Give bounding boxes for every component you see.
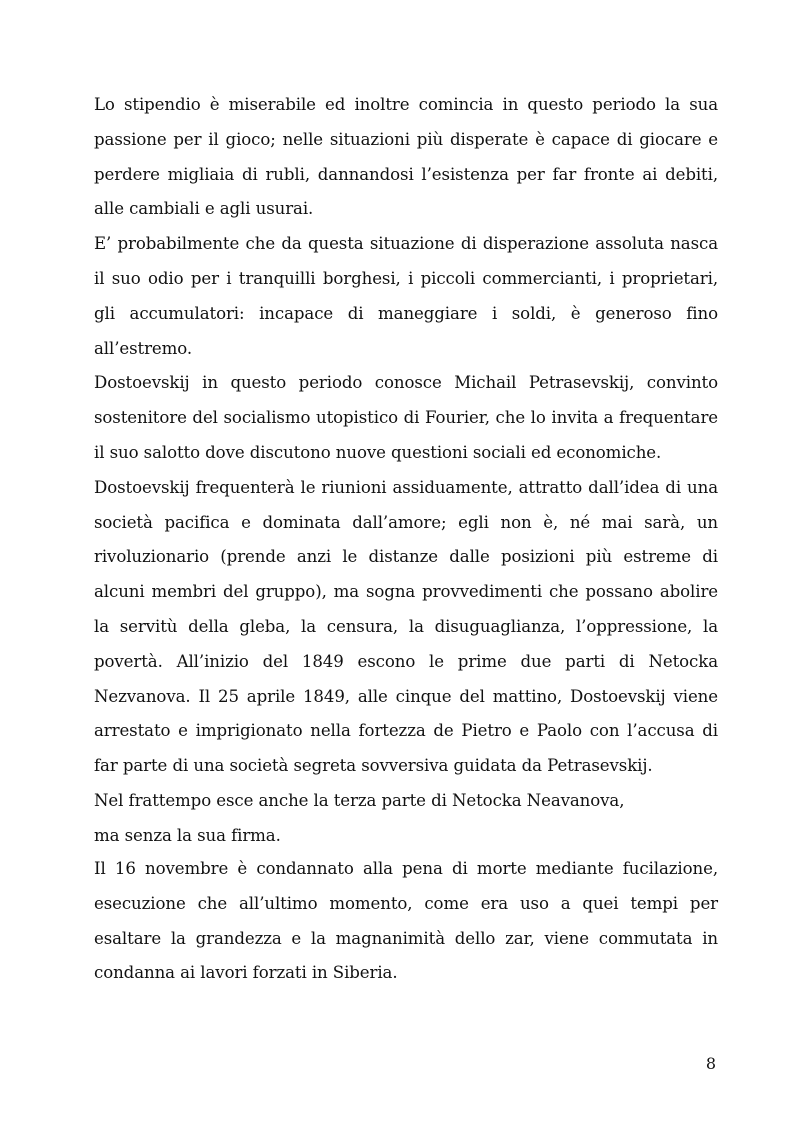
body-text-block (94, 88, 718, 854)
paragraph-death-sentence: Il 16 novembre è condannato alla pena di morte mediante fucilazione, esecuzione che all’ultimo momento, come era uso a quei tempi per esaltare la grandezza e la magnanimità dello zar, viene commutata in condanna ai lavori forzati in Siberia. (94, 859, 718, 983)
line-without-signature: ma senza la sua firma. (94, 825, 281, 845)
paragraph-salary-gambling: Lo stipendio è miserabile ed inoltre comincia in questo periodo la sua passione per il gioco; nelle situazioni più disperate è capace di giocare e perdere migliaia di rubli, dannandosi l’esistenza per far fronte ai debiti, alle cambiali e agli usurai. (94, 95, 718, 219)
line-netocka-third-part: Nel frattempo esce anche la terza parte di Netocka Neavanova, (94, 790, 625, 810)
body-text-block-2 (94, 852, 718, 991)
page-number: 8 (705, 1054, 716, 1073)
paragraph-petrasevskij: Dostoevskij in questo periodo conosce Michail Petrasevskij, convinto sostenitore del socialismo utopistico di Fourier, che lo invita a frequentare il suo salotto dove discutono nuove questioni sociali ed economiche. (94, 373, 718, 462)
paragraph-arrest: Dostoevskij frequenterà le riunioni assiduamente, attratto dall’idea di una società pacifica e dominata dall’amore; egli non è, né mai sarà, un rivoluzionario (prende anzi le distanze dalle posizioni più estreme di alcuni membri del gruppo), ma sogna provvedimenti che possano abolire la servitù della gleba, la censura, la disuguaglianza, l’oppressione, la povertà. All’inizio del 1849 escono le prime due parti di Netocka Nezvanova. Il 25 aprile 1849, alle cinque del mattino, Dostoevskij viene arrestato e imprigionato nella fortezza de Pietro e Paolo con l’accusa di far parte di una società segreta sovversiva guidata da Petrasevskij. (94, 477, 718, 776)
paragraph-hatred-bourgeois: E’ probabilmente che da questa situazione di disperazione assoluta nasca il suo odio per i tranquilli borghesi, i piccoli commercianti, i proprietari, gli accumulatori: incapace di maneggiare i soldi, è generoso fino all’estremo. (94, 234, 718, 358)
